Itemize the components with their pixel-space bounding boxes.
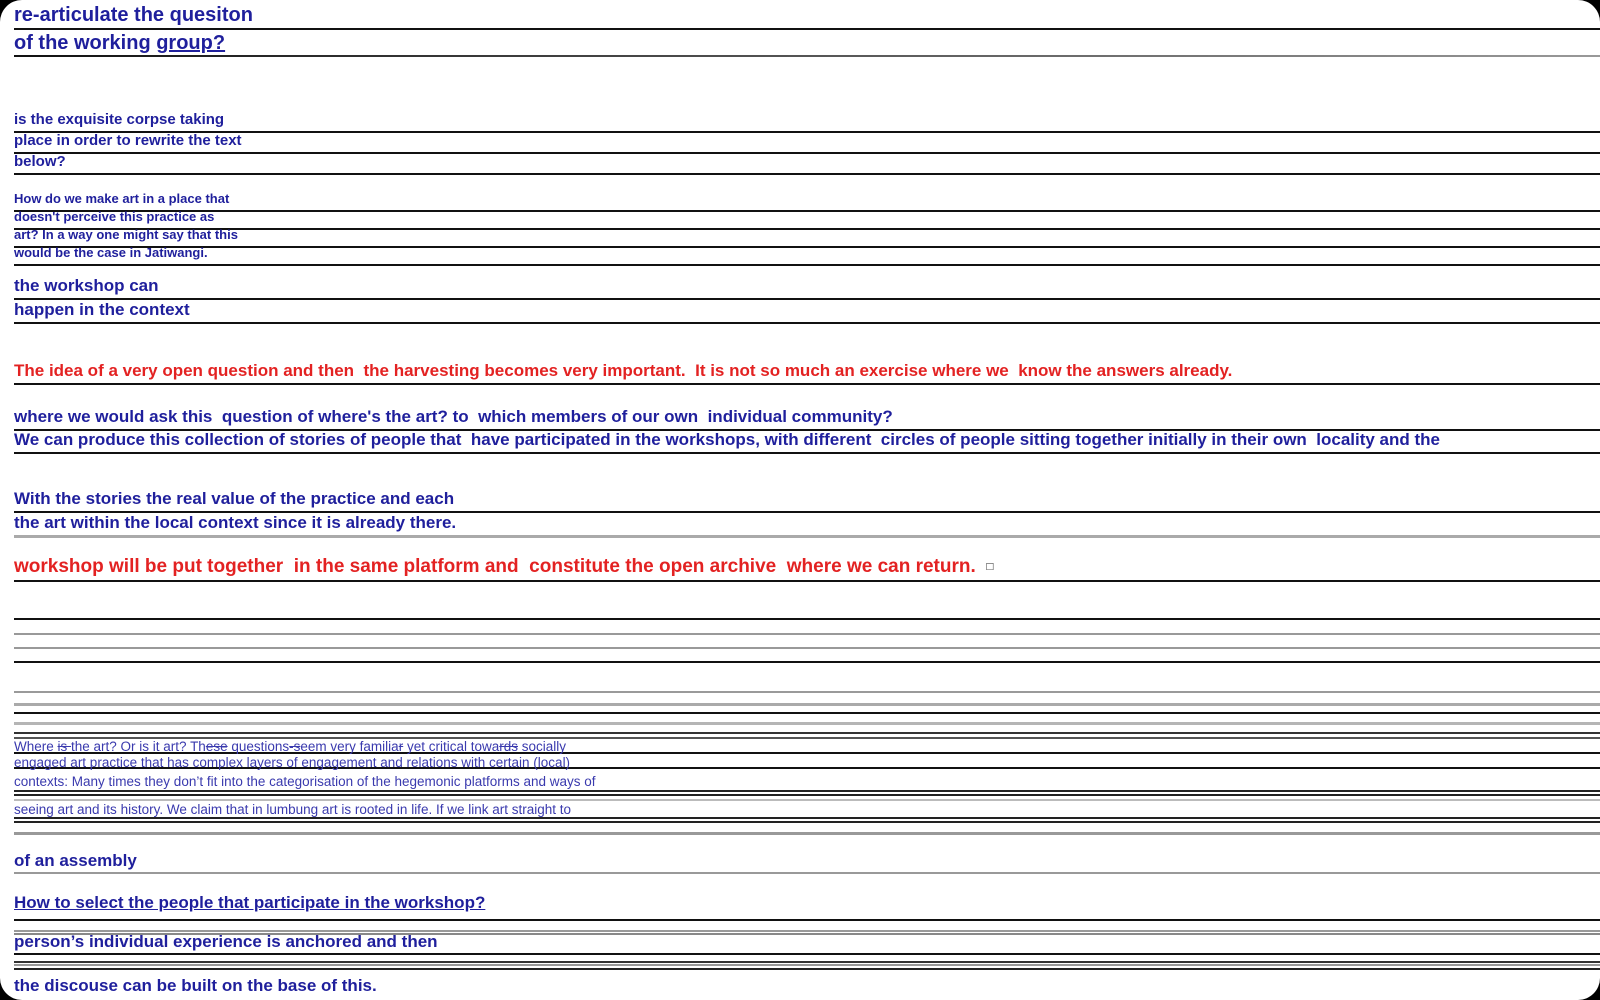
ruled-line bbox=[14, 821, 1600, 823]
text-row[interactable]: The idea of a very open question and then the harvesting becomes very important. It is not so much an exercise where we know the answers already. bbox=[14, 361, 1233, 380]
ruled-line bbox=[14, 817, 1600, 819]
ruled-line bbox=[14, 28, 1600, 30]
text-row[interactable]: the art within the local context since it is already there. bbox=[14, 513, 457, 532]
text-segment: the art? Or is it art? Th bbox=[71, 739, 206, 754]
ruled-line bbox=[14, 872, 1600, 874]
text-row[interactable]: How do we make art in a place that bbox=[14, 191, 230, 206]
ruled-line bbox=[14, 964, 1600, 966]
ruled-line bbox=[14, 799, 1600, 801]
ruled-line bbox=[14, 210, 1600, 212]
text-segment: rds bbox=[499, 739, 518, 754]
ruled-line bbox=[14, 580, 1600, 582]
ruled-line bbox=[14, 919, 1600, 921]
missing-glyph-square-icon: □ bbox=[986, 560, 994, 573]
text-segment: -s bbox=[289, 739, 301, 754]
ruled-line bbox=[14, 322, 1600, 324]
ruled-line bbox=[14, 173, 1600, 175]
ruled-line bbox=[14, 535, 1600, 538]
text-row[interactable]: re-articulate the quesiton bbox=[14, 4, 253, 26]
text-segment: yet critical towa bbox=[403, 739, 500, 754]
text-segment: ese bbox=[205, 739, 228, 754]
ruled-line bbox=[14, 383, 1600, 385]
text-segment: socially bbox=[517, 739, 566, 754]
text-row[interactable]: the workshop can bbox=[14, 276, 159, 295]
ruled-line bbox=[14, 790, 1600, 792]
text-row[interactable]: would be the case in Jatiwangi. bbox=[14, 245, 208, 260]
text-row[interactable] bbox=[14, 556, 993, 577]
ruled-line bbox=[14, 712, 1600, 714]
ruled-line bbox=[14, 968, 1600, 970]
text-segment: questions bbox=[227, 739, 290, 754]
text-row[interactable]: of an assembly bbox=[14, 851, 137, 870]
text-segment: group? bbox=[156, 32, 226, 54]
text-row[interactable]: place in order to rewrite the text bbox=[14, 132, 242, 149]
text-row[interactable]: is the exquisite corpse taking bbox=[14, 111, 225, 128]
text-row[interactable] bbox=[14, 739, 566, 754]
text-segment: workshop will be put together in the same platform and constitute the open archive where we can return. bbox=[14, 556, 987, 577]
ruled-line bbox=[14, 452, 1600, 454]
ruled-line bbox=[14, 618, 1600, 620]
text-row[interactable]: We can produce this collection of stories of people that have participated in the workshops, with different circles of people sitting together initially in their own locality and the bbox=[14, 430, 1440, 449]
text-row[interactable]: the discouse can be built on the base of this. bbox=[14, 976, 377, 995]
text-segment: of the working bbox=[14, 32, 157, 54]
text-row[interactable]: art? In a way one might say that this bbox=[14, 227, 238, 242]
ruled-line bbox=[14, 647, 1600, 649]
ruled-line bbox=[14, 131, 1600, 133]
ruled-line bbox=[14, 722, 1600, 725]
text-row[interactable]: below? bbox=[14, 153, 66, 170]
ruled-line bbox=[14, 953, 1600, 955]
text-row[interactable]: With the stories the real value of the practice and each bbox=[14, 489, 455, 508]
ruled-line bbox=[14, 832, 1600, 835]
ruled-line bbox=[14, 228, 1600, 230]
text-segment: is bbox=[57, 739, 72, 754]
text-segment: eem very familia bbox=[300, 739, 399, 754]
ruled-line bbox=[14, 152, 1600, 154]
text-segment: Where bbox=[14, 739, 58, 754]
ruled-line bbox=[14, 732, 1600, 734]
ruled-line bbox=[14, 794, 1600, 796]
ruled-line bbox=[14, 298, 1600, 300]
ruled-line bbox=[14, 661, 1600, 663]
text-row[interactable]: engaged art practice that has complex layers of engagement and relations with certain (local) bbox=[14, 755, 571, 770]
text-row[interactable]: where we would ask this question of where's the art? to which members of our own individual community? bbox=[14, 407, 893, 426]
ruled-line bbox=[14, 633, 1600, 635]
text-row[interactable]: happen in the context bbox=[14, 300, 190, 319]
text-row[interactable]: How to select the people that participate in the workshop? bbox=[14, 893, 486, 912]
text-row[interactable]: contexts: Many times they don’t fit into the categorisation of the hegemonic platforms and ways of bbox=[14, 774, 596, 789]
text-row[interactable] bbox=[14, 32, 225, 54]
text-segment: r bbox=[398, 739, 404, 754]
text-row[interactable]: doesn't perceive this practice as bbox=[14, 209, 215, 224]
ruled-line bbox=[14, 264, 1600, 266]
ruled-line bbox=[14, 55, 1600, 57]
ruled-line bbox=[14, 691, 1600, 693]
ruled-line bbox=[14, 703, 1600, 706]
ruled-line bbox=[14, 246, 1600, 248]
text-row[interactable]: person’s individual experience is anchored and then bbox=[14, 932, 438, 951]
text-row[interactable]: seeing art and its history. We claim that in lumbung art is rooted in life. If we link art straight to bbox=[14, 802, 572, 817]
ruled-line bbox=[14, 961, 1600, 963]
